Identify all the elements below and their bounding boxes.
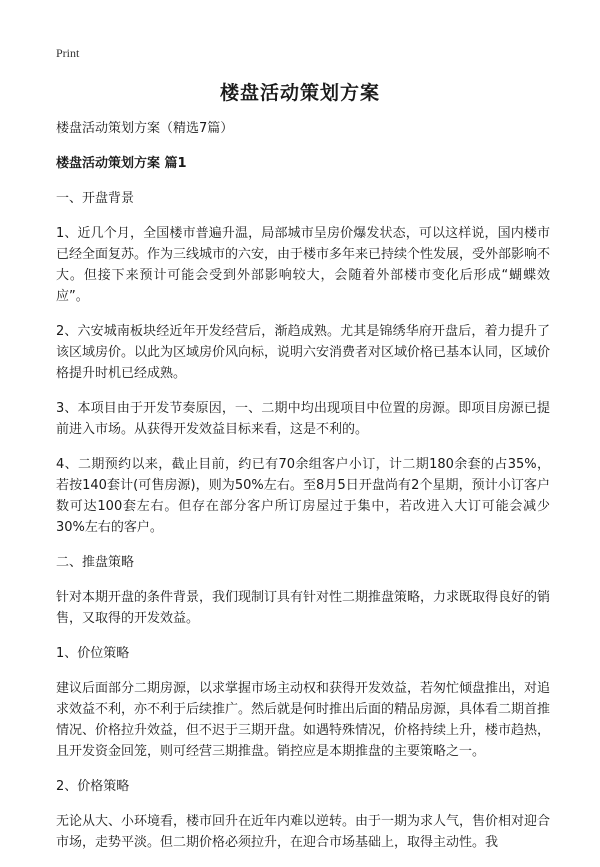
paragraph-3: 3、本项目由于开发节奏原因，一、二期中均出现项目中位置的房源。即项目房源已提前进入市场。从获得开发效益目标来看，这是不利的。	[56, 401, 550, 437]
paragraph-4: 4、二期预约以来，截止目前，约已有70余组客户小订，计二期180余套的占35%，若按140套计(可售房源)，则为50%左右。至8月5日开盘尚有2个星期，预计小订客户数可达100套左右。但存在部分客户所订房屋过于集中，若改进入大订可能会减少30%左右的客户。	[56, 457, 550, 535]
subheading-price-position: 1、价位策略	[56, 646, 130, 661]
section-heading-strategy: 二、推盘策略	[56, 555, 135, 570]
print-label: Print	[56, 46, 80, 60]
chapter-heading: 楼盘活动策划方案 篇1	[56, 156, 187, 171]
document-subtitle: 楼盘活动策划方案（精选7篇）	[56, 121, 234, 136]
paragraph-1: 1、近几个月，全国楼市普遍升温，局部城市呈房价爆发状态，可以这样说，国内楼市已经全面复苏。作为三线城市的六安，由于楼市多年来已持续个性发展，受外部影响不大。但接下来预计可能会受到外部影响较大，会随着外部楼市变化后形成“蝴蝶效应”。	[56, 226, 551, 304]
document-body	[56, 118, 550, 867]
page-title: 楼盘活动策划方案	[219, 82, 380, 104]
paragraph-6: 建议后面部分二期房源，以求掌握市场主动权和获得开发效益，若匆忙倾盘推出，对追求效益不利，亦不利于后续推广。然后就是何时推出后面的精品房源，具体看二期首推情况、价格拉升效益，但不迟于三期开盘。如遇特殊情况，价格持续上升，楼市趋热，且开发资金回笼，则可经营三期推盘。销控应是本期推盘的主要策略之一。	[56, 681, 551, 759]
paragraph-5: 针对本期开盘的条件背景，我们现制订具有针对性二期推盘策略，力求既取得良好的销售，又取得的开发效益。	[56, 590, 551, 626]
section-heading-background: 一、开盘背景	[56, 191, 135, 206]
paragraph-7: 无论从大、小环境看，楼市回升在近年内难以逆转。由于一期为求人气，售价相对迎合市场，走势平淡。但二期价格必须拉升，在迎合市场基础上，取得主动性。我	[56, 814, 551, 850]
paragraph-2: 2、六安城南板块经近年开发经营后，渐趋成熟。尤其是锦绣华府开盘后，着力提升了该区域房价。以此为区域房价风向标，说明六安消费者对区域价格已基本认同，区域价格提升时机已经成熟。	[56, 324, 551, 381]
subheading-price-strategy: 2、价格策略	[56, 779, 130, 794]
